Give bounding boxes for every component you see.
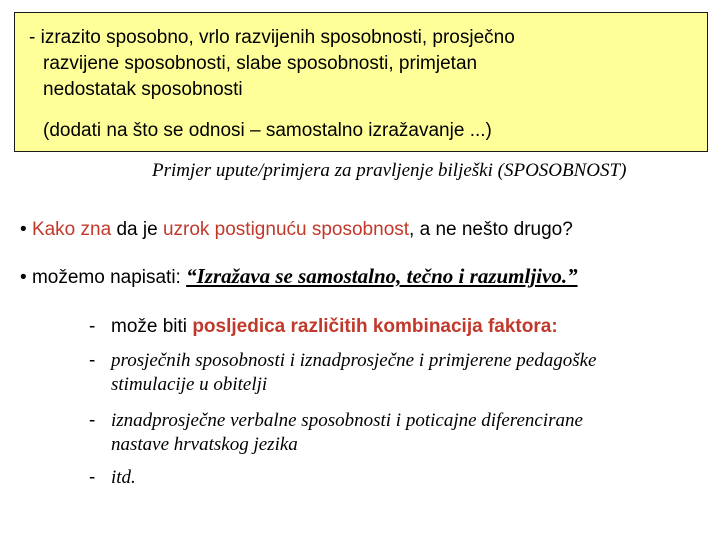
item4: itd. [111,467,136,488]
bullet-example [20,264,578,290]
bullet-cause-part3: uzrok postignuću sposobnost [162,219,410,240]
item2-line1: prosječnih sposobnosti i iznadprosječne i primjerene pedagoške [111,350,597,371]
item1-a: može biti [111,316,193,337]
bullet-marker: • [20,219,27,240]
bullet-marker: • [20,267,27,288]
subtitle: Primjer upute/primjera za pravljenje bilješki (SPOSOBNOST) [152,160,627,181]
box-line-1: - izrazito sposobno, vrlo razvijenih sposobnosti, prosječno [29,27,515,48]
item1-b: posljedica različitih kombinacija faktora: [192,316,558,337]
bullet-cause [20,218,573,242]
dash: - [89,410,96,431]
bullet-cause-part4: , a ne nešto drugo? [409,219,573,240]
box-line-2: razvijene sposobnosti, slabe sposobnosti, primjetan [43,53,478,74]
dash: - [89,350,96,371]
box-line-3: nedostatak sposobnosti [43,79,243,100]
highlight-box [14,12,708,152]
item3-line2: nastave hrvatskog jezika [111,434,298,455]
bullet-example-text: možemo napisati: [31,267,187,288]
list-item-average [89,349,597,373]
item3-line1: iznadprosječne verbalne sposobnosti i poticajne diferencirane [111,410,583,431]
item2-line2: stimulacije u obitelji [111,374,268,395]
list-item-etc [89,466,136,490]
list-item-verbal [89,409,583,433]
example-quote: “Izražava se samostalno, tečno i razumljivo.” [186,264,578,288]
dash: - [89,316,96,337]
bullet-cause-part1: Kako zna [31,219,112,240]
bullet-cause-part2: da je [111,219,163,240]
box-line-4: (dodati na što se odnosi – samostalno izražavanje ...) [43,120,492,141]
dash: - [89,467,96,488]
list-item-factors [89,315,558,339]
